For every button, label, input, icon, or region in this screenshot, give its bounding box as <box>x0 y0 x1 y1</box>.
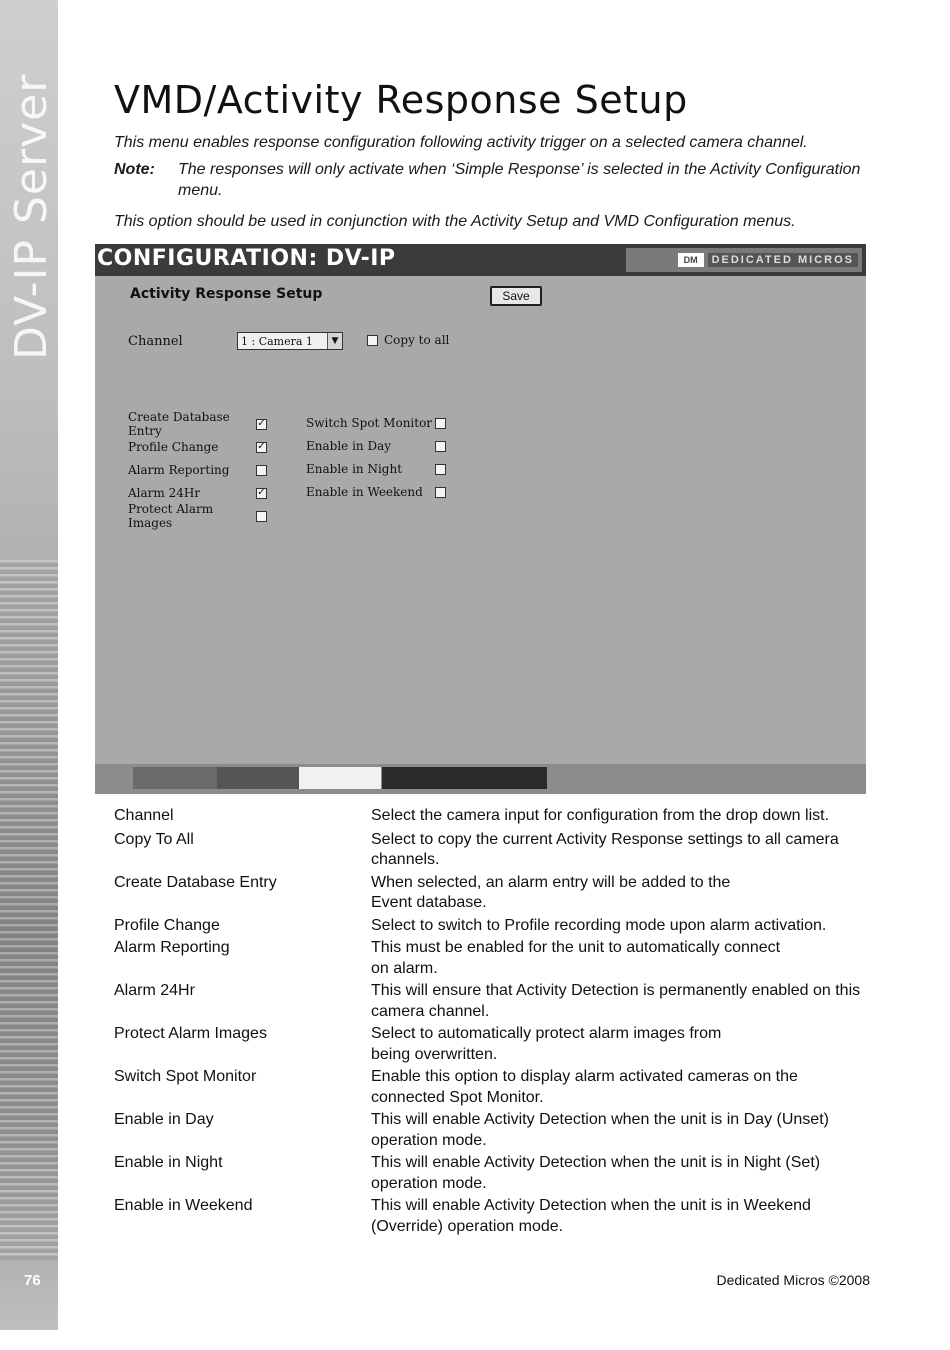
description-term: Create Database Entry <box>114 873 277 891</box>
option-checkbox[interactable]: ✓ <box>257 418 266 429</box>
description-row <box>114 1153 874 1194</box>
description-definition: Select the camera input for configuration from the drop down list. <box>371 807 830 824</box>
description-definition: This will enable Activity Detection when the unit is in Night (Set) operation mode. <box>371 1154 821 1192</box>
description-definition: When selected, an alarm entry will be added to the Event database. <box>371 873 731 911</box>
option-checkbox[interactable] <box>435 441 446 452</box>
option-enable-in-weekend[interactable] <box>306 484 446 500</box>
option-checkbox[interactable] <box>435 418 446 429</box>
description-term: Profile Change <box>114 916 220 934</box>
option-label: Enable in Day <box>306 439 392 453</box>
option-label: Create Database Entry <box>128 410 230 438</box>
config-header-bar <box>95 244 866 276</box>
copy-to-all-checkbox[interactable] <box>367 335 378 346</box>
option-label: Profile Change <box>128 440 219 454</box>
conjunction-text: This option should be used in conjunction with the Activity Setup and VMD Configuration menus. <box>114 213 796 230</box>
chevron-down-icon[interactable]: ▼ <box>327 333 342 349</box>
copy-to-all[interactable] <box>367 333 449 347</box>
option-label: Switch Spot Monitor <box>306 416 433 430</box>
channel-select[interactable] <box>237 332 343 350</box>
description-row <box>114 916 874 937</box>
side-strip <box>0 0 58 1330</box>
description-row <box>114 830 874 871</box>
description-definition: Select to copy the current Activity Response settings to all camera channels. <box>371 830 839 868</box>
footer-segment <box>299 767 381 789</box>
side-title: DV-IP Server <box>6 73 57 360</box>
description-term: Enable in Night <box>114 1154 223 1171</box>
note-text: The responses will only activate when ‘Simple Response’ is selected in the Activity Configuration menu. <box>178 161 861 199</box>
note <box>114 159 874 201</box>
page-number: 76 <box>24 1272 41 1289</box>
description-row <box>114 1067 874 1108</box>
channel-select-value: 1 : Camera 1 <box>241 334 313 348</box>
description-term: Channel <box>114 807 174 824</box>
description-definition: This will ensure that Activity Detection is permanently enabled on this camera channel. <box>371 982 861 1020</box>
option-label: Alarm 24Hr <box>128 486 201 500</box>
option-label: Alarm Reporting <box>128 463 230 477</box>
description-definition: This will enable Activity Detection when the unit is in Weekend (Override) operation mode. <box>371 1197 811 1235</box>
description-term: Alarm 24Hr <box>114 982 195 999</box>
side-strip-texture <box>0 560 58 1260</box>
option-label: Enable in Weekend <box>306 485 423 499</box>
copy-to-all-label: Copy to all <box>384 333 450 347</box>
option-enable-in-day[interactable] <box>306 438 446 454</box>
footer-segment <box>382 767 547 789</box>
footer-copyright: Dedicated Micros ©2008 <box>716 1272 870 1288</box>
description-row <box>114 1024 874 1065</box>
option-checkbox[interactable] <box>256 465 267 476</box>
option-checkbox[interactable] <box>435 487 446 498</box>
config-footer-bar <box>95 764 866 794</box>
description-term: Switch Spot Monitor <box>114 1068 257 1085</box>
description-row <box>114 981 874 1022</box>
save-button[interactable]: Save <box>490 286 542 306</box>
option-checkbox[interactable] <box>256 511 267 522</box>
option-alarm-reporting[interactable] <box>128 462 267 478</box>
description-definition: Enable this option to display alarm activated cameras on the connected Spot Monitor. <box>371 1068 798 1106</box>
description-row <box>114 938 874 979</box>
description-list <box>114 806 874 1237</box>
description-row <box>114 806 874 827</box>
description-term: Protect Alarm Images <box>114 1025 267 1042</box>
option-label: Enable in Night <box>306 462 403 476</box>
channel-label: Channel <box>128 334 183 349</box>
description-definition: This must be enabled for the unit to automatically connect on alarm. <box>371 939 781 977</box>
brand-block <box>626 248 862 272</box>
description-definition: This will enable Activity Detection when the unit is in Day (Unset) operation mode. <box>371 1111 829 1149</box>
description-definition: Select to automatically protect alarm images from being overwritten. <box>371 1025 722 1063</box>
option-create-database-entry[interactable] <box>128 410 267 438</box>
description-term: Copy To All <box>114 830 194 848</box>
footer-segment <box>217 767 299 789</box>
description-row <box>114 1110 874 1151</box>
config-subtitle: Activity Response Setup <box>130 286 323 302</box>
footer-segment <box>133 767 217 789</box>
description-row <box>114 873 874 914</box>
description-term: Alarm Reporting <box>114 939 230 956</box>
dm-logo-icon: DM <box>678 253 704 267</box>
option-profile-change[interactable] <box>128 439 267 455</box>
option-label: Protect Alarm Images <box>128 502 214 530</box>
config-title: CONFIGURATION: DV-IP <box>97 246 396 271</box>
config-screenshot <box>95 244 866 794</box>
option-checkbox[interactable]: ✓ <box>257 441 266 452</box>
option-switch-spot-monitor[interactable] <box>306 415 446 431</box>
page-header <box>114 78 874 232</box>
note-label: Note: <box>114 161 155 178</box>
option-enable-in-night[interactable] <box>306 461 446 477</box>
description-row <box>114 1196 874 1237</box>
option-checkbox[interactable] <box>435 464 446 475</box>
page-title: VMD/Activity Response Setup <box>114 78 688 122</box>
description-term: Enable in Day <box>114 1111 214 1128</box>
intro-text: This menu enables response configuration following activity trigger on a selected camera channel. <box>114 134 808 151</box>
description-definition: Select to switch to Profile recording mode upon alarm activation. <box>371 916 827 934</box>
option-alarm-24hr[interactable] <box>128 485 267 501</box>
option-checkbox[interactable]: ✓ <box>257 487 266 498</box>
option-protect-alarm-images[interactable] <box>128 502 267 530</box>
brand-name: DEDICATED MICROS <box>708 253 858 267</box>
description-term: Enable in Weekend <box>114 1197 253 1214</box>
